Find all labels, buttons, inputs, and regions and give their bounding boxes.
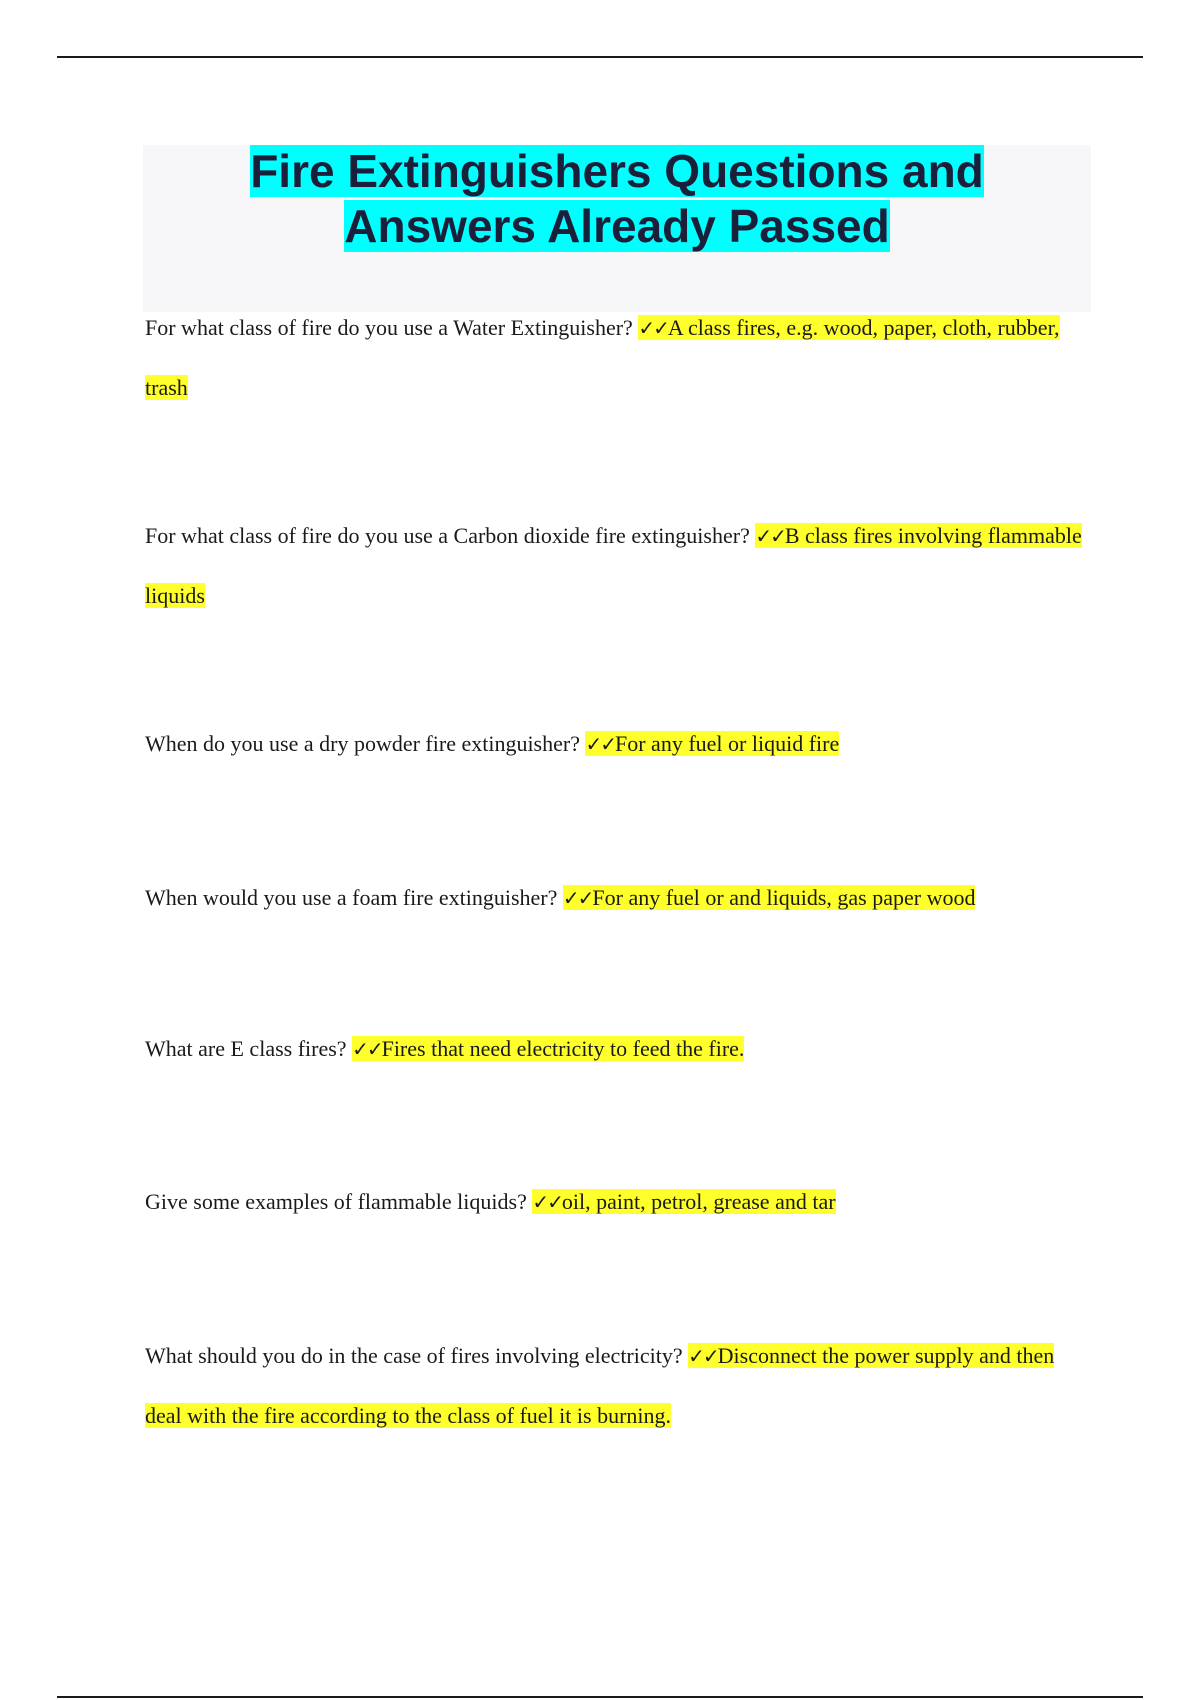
question-text: When do you use a dry powder fire extinguisher? [145, 731, 586, 756]
answer-text: For any fuel or and liquids, gas paper wood [592, 885, 976, 910]
answer-text: Fires that need electricity to feed the fire. [381, 1036, 745, 1061]
question-text: Give some examples of flammable liquids? [145, 1189, 533, 1214]
answer-highlight [585, 731, 839, 756]
document-title [143, 144, 1091, 254]
question-text: When would you use a foam fire extinguisher? [145, 885, 563, 910]
title-line-1: Fire Extinguishers Questions and [250, 145, 984, 197]
answer-text: Disconnect the power supply and then deal with the fire according to the class of fuel it is burning. [145, 1343, 1055, 1428]
qa-item-2 [145, 506, 1095, 626]
answer-highlight [563, 885, 976, 910]
double-check-icon: ✓✓ [688, 1344, 718, 1368]
answer-highlight [352, 1036, 744, 1061]
footer-rule [57, 1696, 1143, 1698]
qa-item-6 [145, 1172, 1095, 1232]
qa-item-5 [145, 1019, 1095, 1079]
double-check-icon: ✓✓ [532, 1190, 562, 1214]
qa-item-7 [145, 1326, 1095, 1446]
double-check-icon: ✓✓ [638, 316, 668, 340]
double-check-icon: ✓✓ [755, 524, 785, 548]
double-check-icon: ✓✓ [352, 1037, 382, 1061]
qa-item-4 [145, 868, 1095, 928]
double-check-icon: ✓✓ [562, 886, 593, 910]
qa-item-3 [145, 714, 1095, 774]
answer-text: B class fires involving flammable liquids [145, 523, 1082, 608]
answer-text: A class fires, e.g. wood, paper, cloth, rubber, trash [145, 315, 1060, 400]
question-text: What should you do in the case of fires involving electricity? [145, 1343, 689, 1368]
double-check-icon: ✓✓ [585, 732, 615, 756]
question-text: What are E class fires? [145, 1036, 353, 1061]
answer-text: For any fuel or liquid fire [615, 731, 840, 756]
header-rule [57, 56, 1143, 58]
answer-highlight [532, 1189, 835, 1214]
question-text: For what class of fire do you use a Water Extinguisher? [145, 315, 639, 340]
question-text: For what class of fire do you use a Carbon dioxide fire extinguisher? [145, 523, 756, 548]
answer-text: oil, paint, petrol, grease and tar [561, 1189, 836, 1214]
qa-item-1 [145, 298, 1095, 418]
title-line-2: Answers Already Passed [344, 200, 890, 252]
